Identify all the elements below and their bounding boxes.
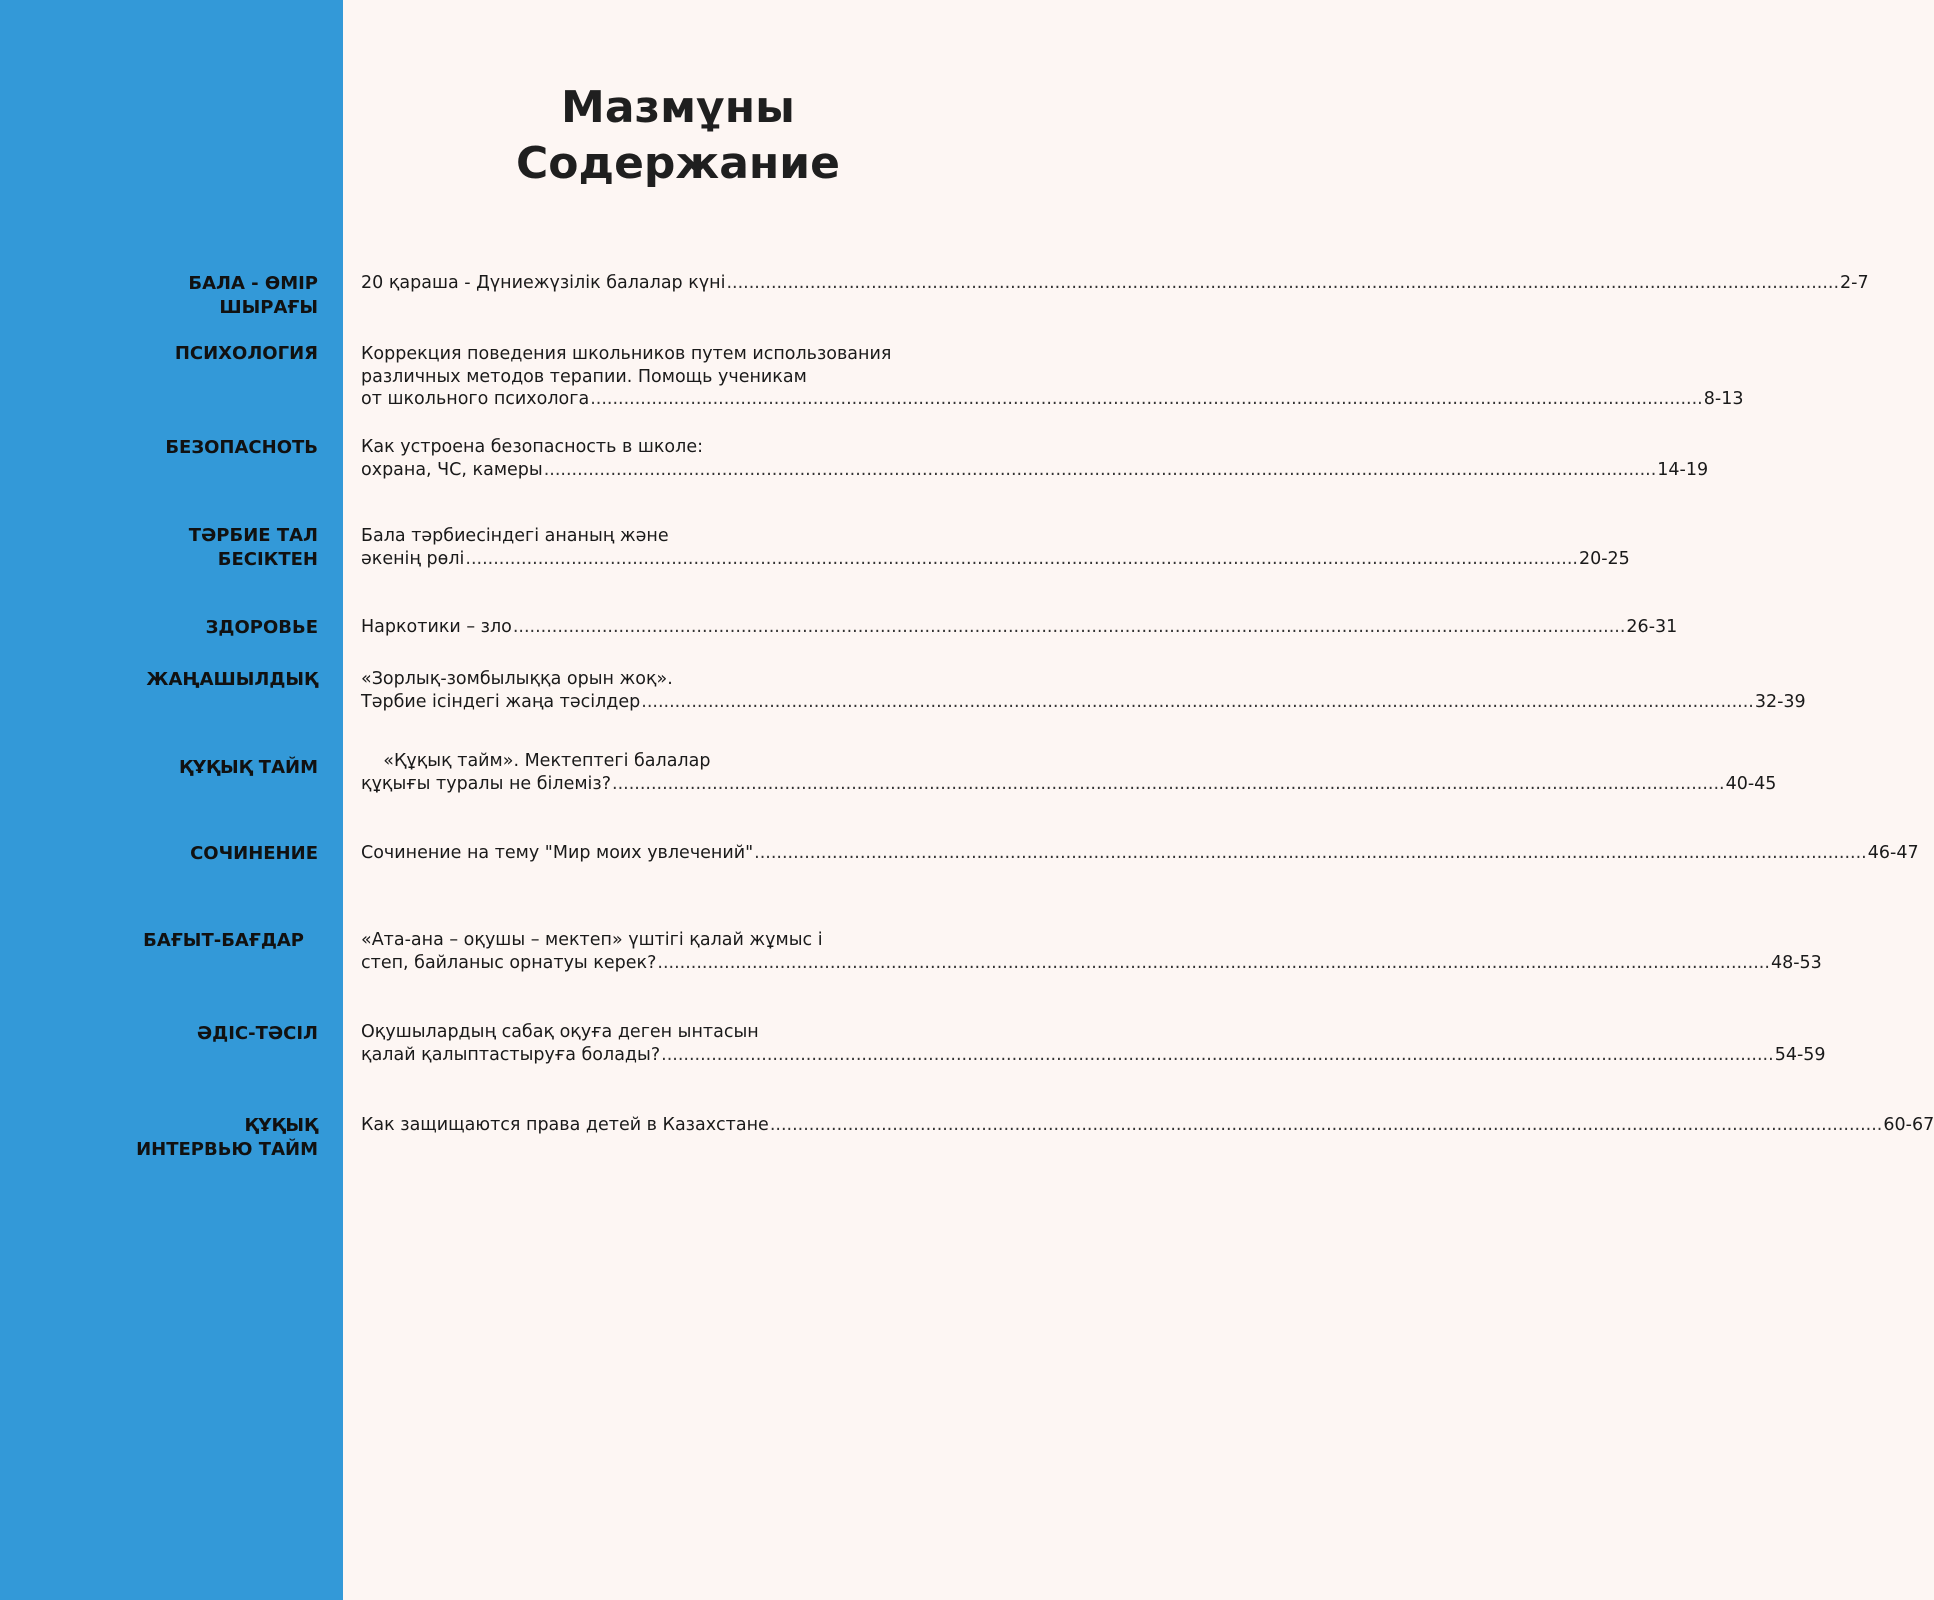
sidebar-band xyxy=(0,0,343,1600)
dot-leader: ........................................................................................................................................................................................................ xyxy=(465,548,1578,569)
section-label: ТӘРБИЕ ТАЛ БЕСІКТЕН xyxy=(188,525,318,570)
dot-leader: ........................................................................................................................................................................................................ xyxy=(769,1115,1883,1135)
page-range: 8-13 xyxy=(1703,389,1744,409)
page-title xyxy=(343,80,1013,192)
dot-leader: ........................................................................................................................................................................................................ xyxy=(726,273,1840,293)
page-range: 20-25 xyxy=(1578,548,1630,569)
page-range: 40-45 xyxy=(1725,773,1777,794)
toc-entry[interactable]: Как устроена безопасность в школе: охрана, ЧС, камеры ........................................................................................................................................................................................................ 14-19 xyxy=(361,437,1709,480)
dot-leader: ........................................................................................................................................................................................................ xyxy=(612,773,1725,794)
page-range: 26-31 xyxy=(1626,617,1678,637)
section-label: ҚҰҚЫҚ ТАЙМ xyxy=(179,757,318,778)
toc-entry[interactable]: Наркотики – зло ........................................................................................................................................................................................................ 26-31 xyxy=(361,617,1678,637)
page-range: 48-53 xyxy=(1770,952,1822,973)
dot-leader: ........................................................................................................................................................................................................ xyxy=(512,617,1626,637)
title-russian: Содержание xyxy=(516,138,840,189)
page-range: 2-7 xyxy=(1840,273,1869,293)
toc-entry[interactable]: Коррекция поведения школьников путем использования различных методов терапии. Помощь ученикам от школьного психолога ........................................................................................................................................................................................................ 8-13 xyxy=(361,344,1744,409)
section-label: ӘДІС-ТӘСІЛ xyxy=(196,1023,318,1044)
toc-entry[interactable]: Оқушылардың сабақ оқуға деген ынтасын қалай қалыптастыруға болады? ........................................................................................................................................................................................................ 54-59 xyxy=(361,1022,1826,1065)
toc-entry[interactable]: «Құқық тайм». Мектептегі балалар құқығы туралы не білеміз? ........................................................................................................................................................................................................ 40-45 xyxy=(361,751,1777,794)
section-label: ПСИХОЛОГИЯ xyxy=(174,343,318,364)
dot-leader: ........................................................................................................................................................................................................ xyxy=(543,459,1657,480)
page-range: 32-39 xyxy=(1754,691,1806,712)
section-label: БАҒЫТ-БАҒДАР xyxy=(143,930,304,951)
toc-entry[interactable]: Как защищаются права детей в Казахстане ........................................................................................................................................................................................................ 60-67 xyxy=(361,1115,1934,1135)
toc-entry[interactable]: 20 қараша - Дүниежүзілік балалар күні ........................................................................................................................................................................................................ 2-7 xyxy=(361,273,1869,293)
section-label: ҚҰҚЫҚ ИНТЕРВЬЮ ТАЙМ xyxy=(136,1115,318,1160)
dot-leader: ........................................................................................................................................................................................................ xyxy=(590,389,1703,409)
dot-leader: ........................................................................................................................................................................................................ xyxy=(661,1044,1774,1065)
section-label: БАЛА - ӨМІР ШЫРАҒЫ xyxy=(188,273,318,318)
section-label: БЕЗОПАСНОТЬ xyxy=(165,437,318,458)
page-range: 54-59 xyxy=(1774,1044,1826,1065)
dot-leader: ........................................................................................................................................................................................................ xyxy=(657,952,1770,973)
section-label: ЗДОРОВЬЕ xyxy=(205,617,318,638)
toc-entry[interactable]: «Зорлық-зомбылыққа орын жоқ». Тәрбие ісіндегі жаңа тәсілдер ........................................................................................................................................................................................................ 32-39 xyxy=(361,669,1806,712)
section-label: СОЧИНЕНИЕ xyxy=(190,843,318,864)
page-range: 46-47 xyxy=(1867,843,1919,863)
page-range: 14-19 xyxy=(1657,459,1709,480)
dot-leader: ........................................................................................................................................................................................................ xyxy=(754,843,1867,863)
toc-entry[interactable]: «Ата-ана – оқушы – мектеп» үштігі қалай жұмыс і степ, байланыс орнатуы керек? ........................................................................................................................................................................................................ 48-53 xyxy=(361,930,1822,973)
toc-entry[interactable]: Сочинение на тему "Мир моих увлечений" ........................................................................................................................................................................................................ 46-47 xyxy=(361,843,1919,863)
page-range: 60-67 xyxy=(1883,1115,1934,1135)
toc-entry[interactable]: Бала тәрбиесіндегі ананың және әкенің рөлі ........................................................................................................................................................................................................ 20-25 xyxy=(361,526,1630,569)
dot-leader: ........................................................................................................................................................................................................ xyxy=(641,691,1754,712)
section-label: ЖАҢАШЫЛДЫҚ xyxy=(146,669,318,690)
title-kazakh: Мазмұны xyxy=(561,82,795,133)
